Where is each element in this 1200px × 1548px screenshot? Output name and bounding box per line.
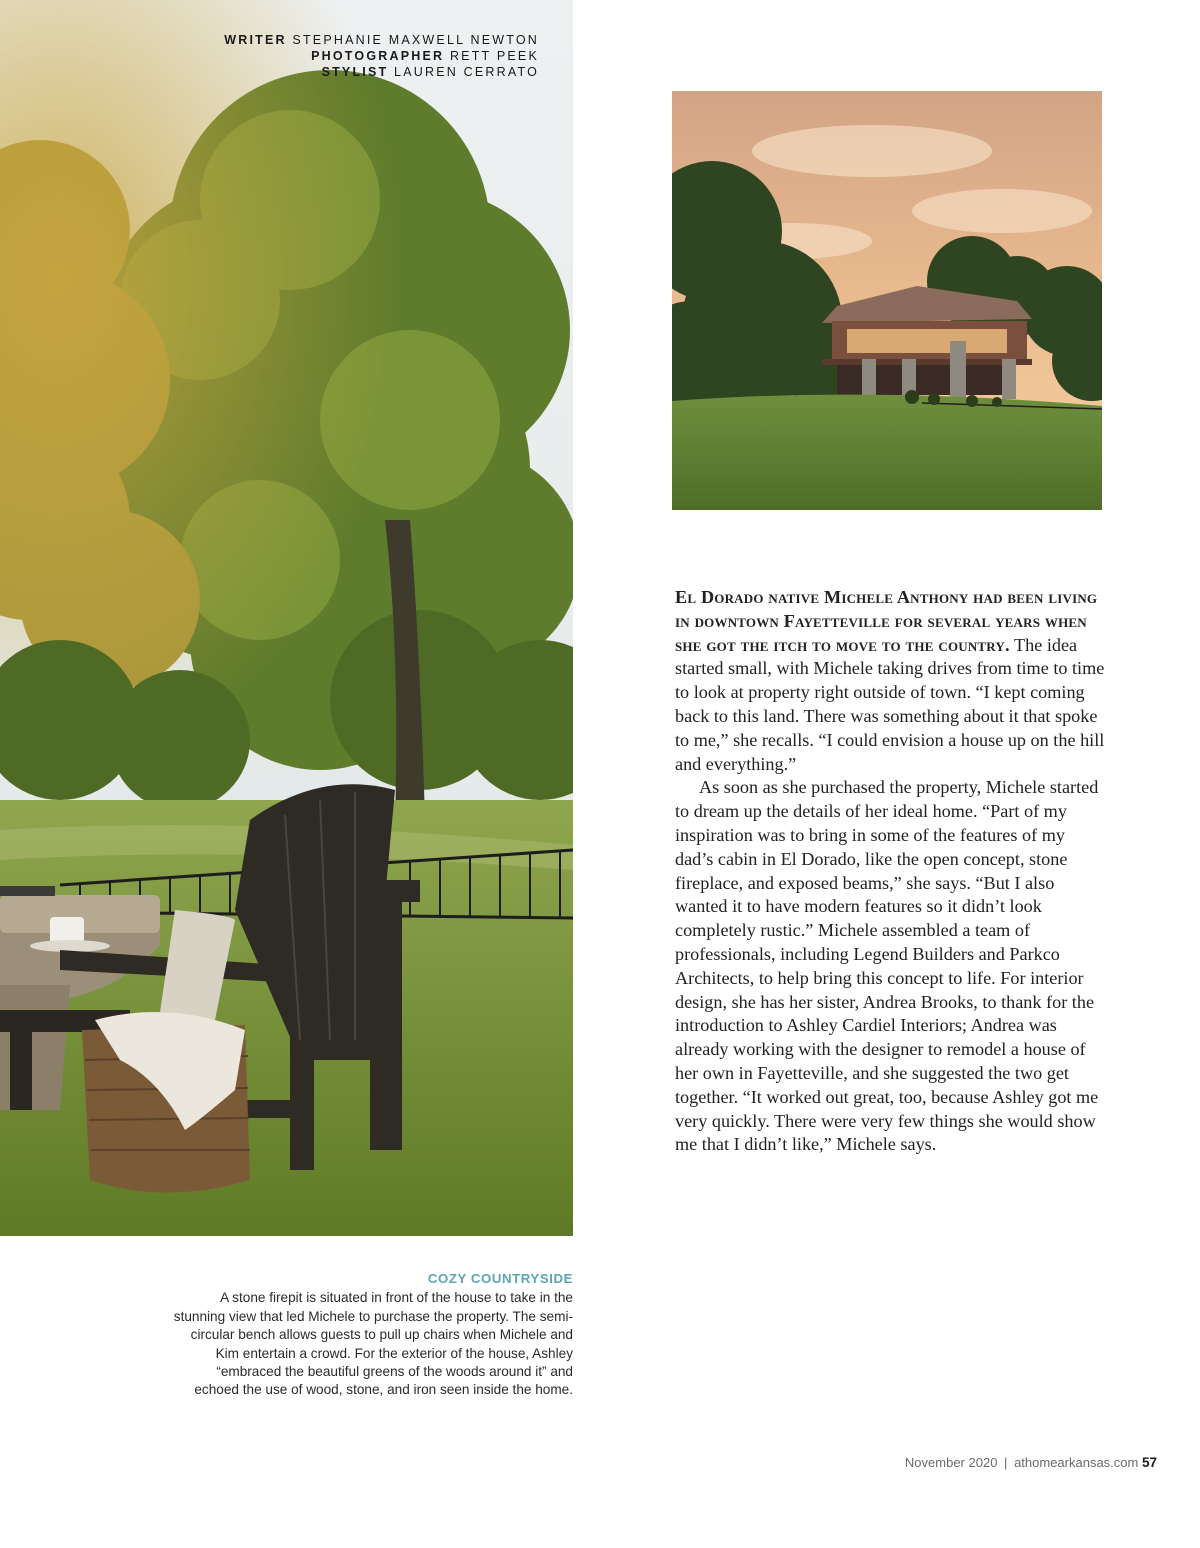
article-paragraph	[675, 586, 1107, 776]
article-lead: El Dorado native Michele Anthony had been living in downtown Fayetteville for several years when she got the itch to move to the country.	[675, 587, 1098, 655]
photo-caption	[173, 1270, 573, 1400]
credit-name: STEPHANIE MAXWELL NEWTON	[292, 33, 539, 47]
house-photo	[672, 91, 1102, 510]
credit-role: PHOTOGRAPHER	[311, 49, 445, 63]
credit-photographer	[224, 48, 539, 64]
page-footer	[905, 1455, 1157, 1470]
website-link[interactable]: athomearkansas.com	[1014, 1455, 1139, 1470]
footer-separator: |	[1004, 1455, 1008, 1470]
credit-name: LAUREN CERRATO	[394, 65, 539, 79]
photo-credits	[224, 32, 539, 80]
credit-writer	[224, 32, 539, 48]
issue-date: November 2020	[904, 1455, 998, 1470]
credit-role: STYLIST	[321, 65, 389, 79]
credit-name: RETT PEEK	[449, 49, 539, 63]
article-body	[675, 586, 1107, 1157]
credit-stylist	[224, 64, 539, 80]
caption-title: COZY COUNTRYSIDE	[427, 1271, 573, 1286]
article-paragraph-text: The idea started small, with Michele taking drives from time to time to look at property right outside of town. “I kept coming back to this land. There was something about it that spoke to me,” she recalls. “I could envision a house up on the hill and everything.”	[675, 634, 1105, 774]
credit-role: WRITER	[224, 33, 287, 47]
page-number: 57	[1141, 1455, 1157, 1470]
firepit-photo	[0, 0, 573, 1236]
article-paragraph: As soon as she purchased the property, Michele started to dream up the details of her ideal home. “Part of my inspiration was to bring in some of the features of my dad’s cabin in El Dorado, like the open concept, stone fireplace, and exposed beams,” she says. “But I also wanted it to have modern features so it didn’t look completely rustic.” Michele assembled a team of professionals, including Legend Builders and Parkco Architects, to help bring this concept to life. For interior design, she has her sister, Andrea Brooks, to thank for the introduction to Ashley Cardiel Interiors; Andrea was already working with the designer to remodel a house of her own in Fayetteville, and she suggested the two get together. “It worked out great, too, because Ashley got me very quickly. There were very few things she would show me that I didn’t like,” Michele says.	[675, 777, 1099, 1155]
caption-text: A stone firepit is situated in front of the house to take in the stunning view that led Michele to purchase the property. The semi-circular bench allows guests to pull up chairs when Michele and Kim entertain a crowd. For the exterior of the house, Ashley “embraced the beautiful greens of the woods around it” and echoed the use of wood, stone, and iron seen inside the home.	[173, 1290, 573, 1398]
